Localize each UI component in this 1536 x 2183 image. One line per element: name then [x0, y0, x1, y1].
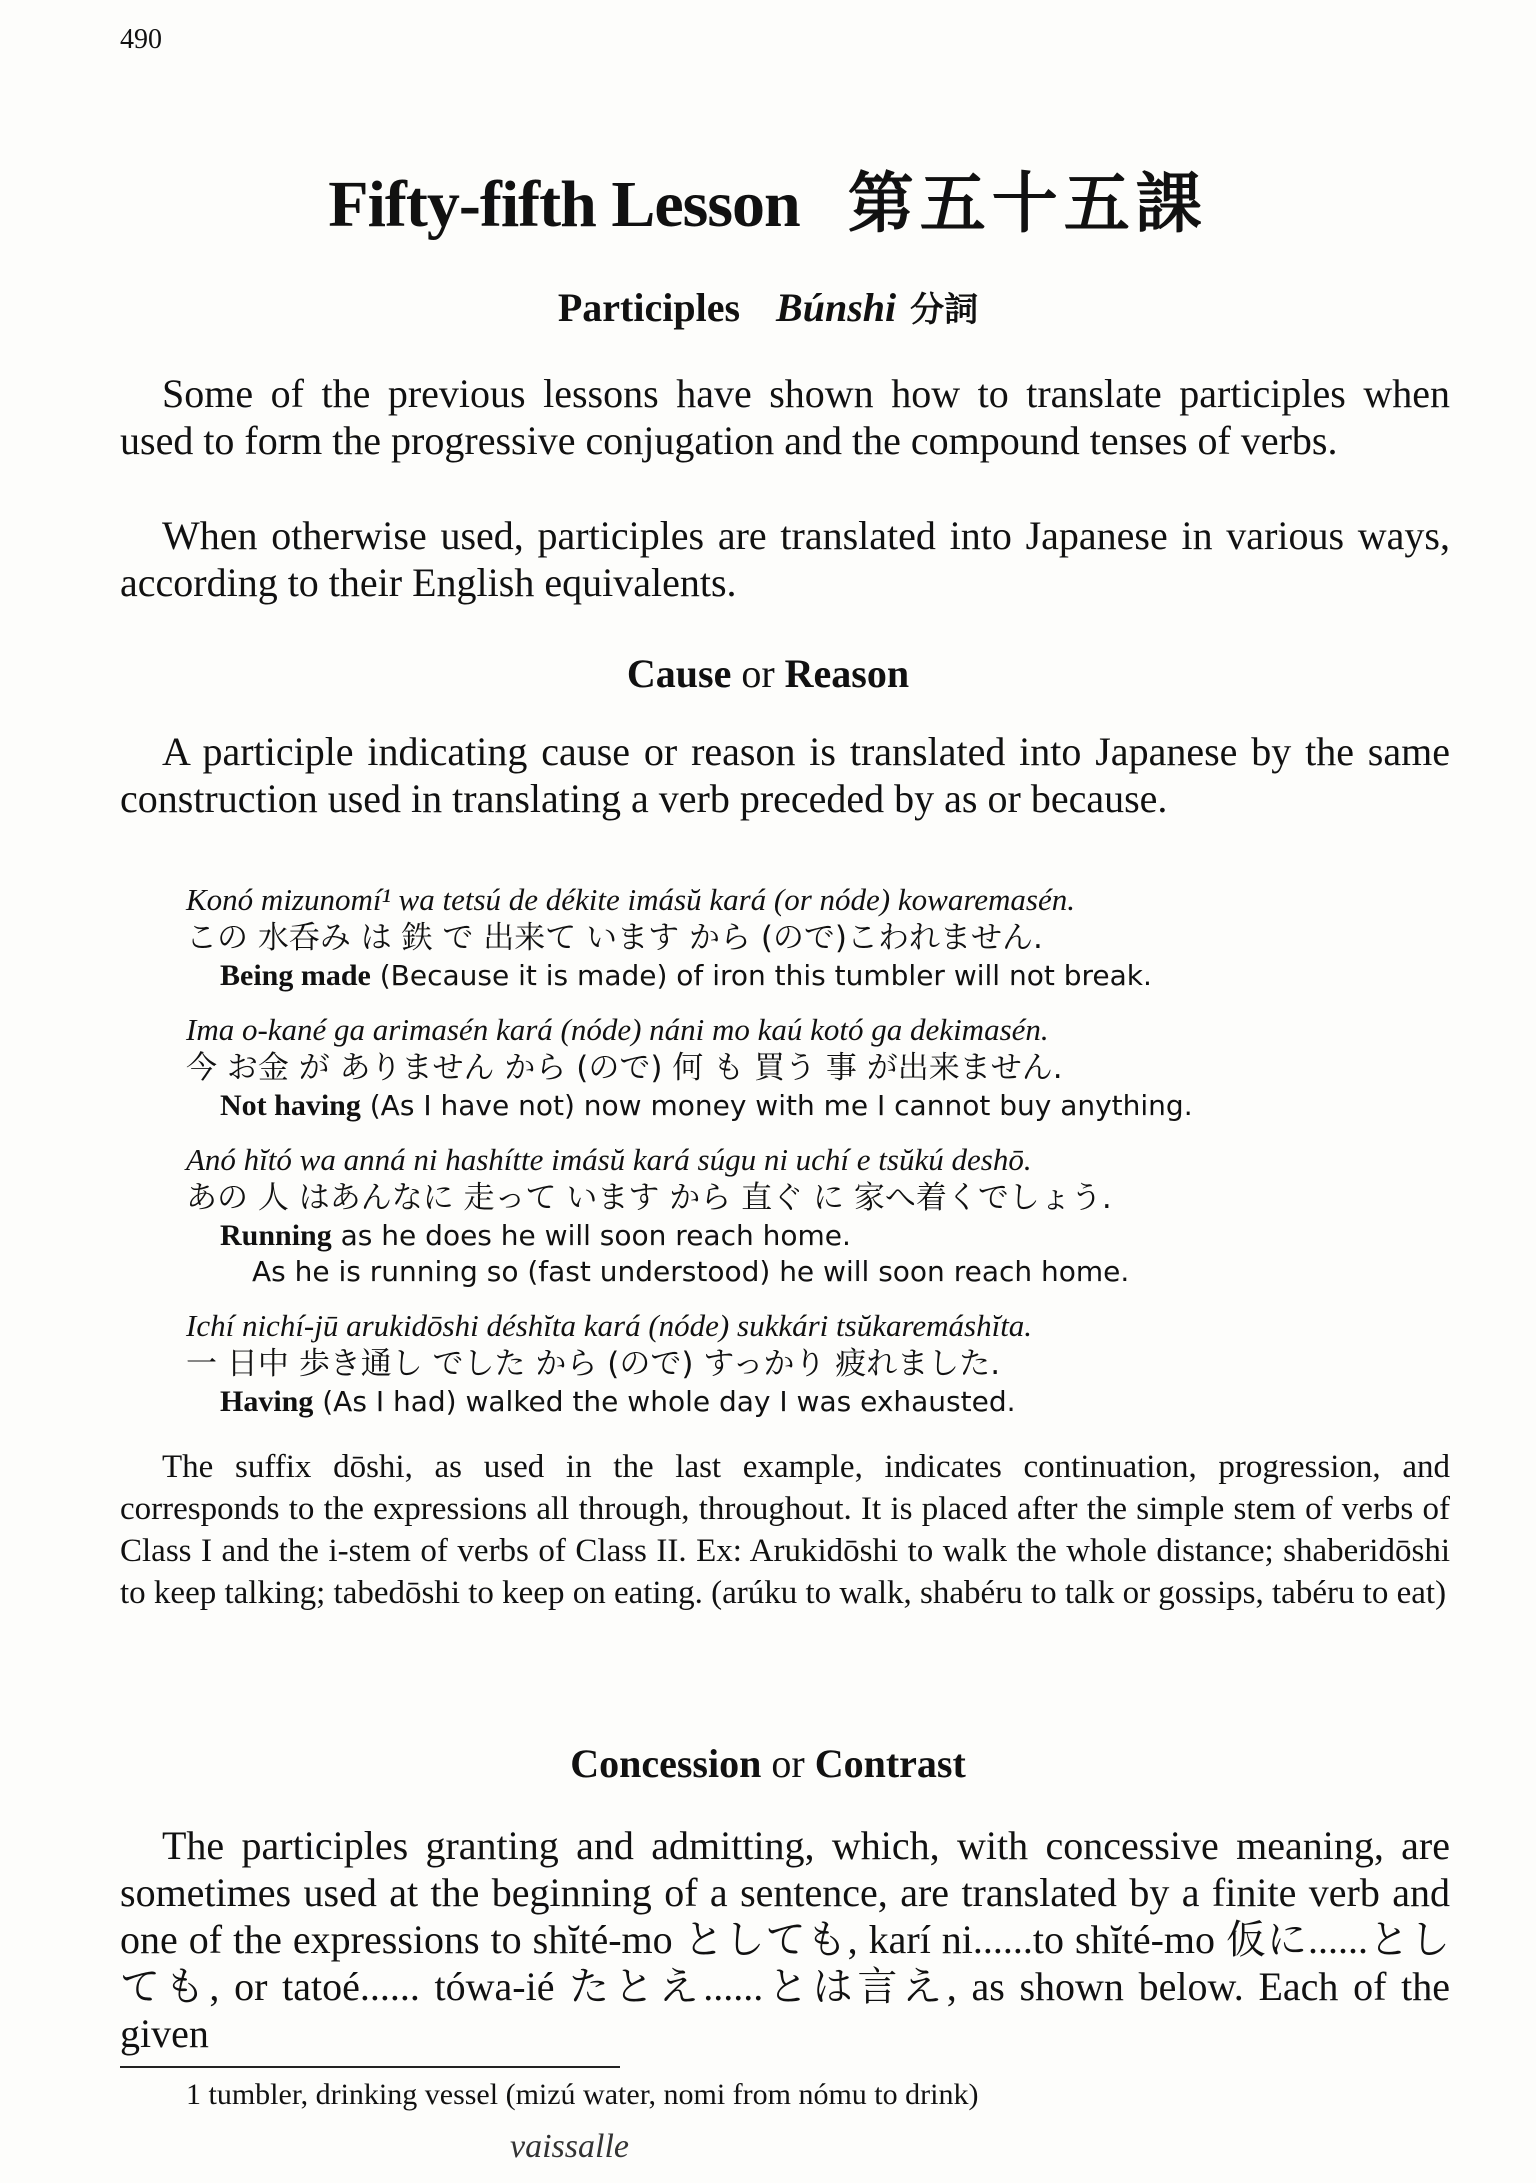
concession-heading-or: or [771, 1741, 805, 1786]
example-2-japanese: 今 お金 が ありません から (ので) 何 も 買う 事 が出来ません. [186, 1050, 1063, 1086]
lesson-title-kanji: 第五十五課 [847, 165, 1208, 242]
example-3-english-bold: Running [220, 1219, 332, 1252]
concession-text: The participles granting and admitting, which, with concessive meaning, are sometimes used at the beginning of a sentence, are translated by a finite verb and one of the expressions to shĭté-mo としても, karí ni......to shĭté-mo 仮に......としても, or tatoé...... tówa-ié たとえ......とは言え, as shown below. Each of the given [120, 1823, 1450, 2056]
handwritten-note: vaissalle [510, 2128, 629, 2165]
example-4-english [220, 1384, 1490, 1420]
example-1-english [220, 958, 1490, 994]
cause-heading-a: Cause [626, 651, 732, 696]
example-3-english [220, 1218, 1490, 1254]
concession-heading-a: Concession [570, 1741, 762, 1786]
concession-paragraph [120, 1822, 1450, 2057]
example-1-japanese: この 水呑み は 鉄 で 出来て います から (ので)こわれません. [186, 920, 1043, 956]
subtitle-kanji: 分詞 [910, 290, 979, 330]
lesson-subtitle [0, 282, 1536, 331]
example-2-romaji: Ima o-kané ga arimasén kará (nóde) náni mo kaú kotó ga dekimasén. [186, 1012, 1049, 1047]
example-4-japanese: 一 日中 歩き通し でした から (ので) すっかり 疲れました. [186, 1346, 1001, 1382]
cause-paragraph [120, 728, 1450, 822]
intro-paragraph-1 [120, 370, 1450, 464]
lesson-title [0, 150, 1536, 245]
example-4-romaji: Ichí nichí-jū arukidōshi déshĭta kará (nóde) sukkári tsŭkaremáshĭta. [186, 1308, 1033, 1343]
cause-heading-or: or [741, 651, 775, 696]
page-number: 490 [120, 24, 162, 55]
footnote: 1 tumbler, drinking vessel (mizú water, nomi from nómu to drink) [186, 2078, 979, 2111]
example-2-english-rest: (As I have not) now money with me I cannot buy anything. [360, 1089, 1193, 1122]
intro-paragraph-2 [120, 512, 1450, 606]
example-4-english-bold: Having [220, 1385, 314, 1418]
subtitle-english: Participles [557, 285, 741, 330]
footnote-rule [120, 2066, 620, 2068]
cause-heading-b: Reason [784, 651, 910, 696]
suffix-paragraph [120, 1446, 1450, 1614]
example-4-english-rest: (As I had) walked the whole day I was exhausted. [313, 1385, 1016, 1418]
subtitle-romaji: Búnshi [776, 285, 897, 330]
example-3-romaji: Anó hĭtó wa anná ni hashítte imásŭ kará súgu ni uchí e tsŭkú deshō. [186, 1142, 1032, 1177]
suffix-text: The suffix dōshi, as used in the last example, indicates continuation, progression, and corresponds to the expressions all through, throughout. It is placed after the simple stem of verbs of Class I and the i-stem of verbs of Class II. Ex: Arukidōshi to walk the whole distance; shaberidōshi to keep talking; tabedōshi to keep on eating. (arúku to walk, shabéru to talk or gossips, tabéru to eat) [120, 1449, 1450, 1611]
lesson-title-english: Fifty-fifth Lesson [328, 168, 800, 241]
example-3-japanese: あの 人 はあんなに 走って います から 直ぐ に 家へ着くでしょう. [186, 1180, 1112, 1216]
example-1-english-rest: (Because it is made) of iron this tumbler will not break. [370, 959, 1152, 992]
example-3-english-line2: As he is running so (fast understood) he will soon reach home. [252, 1255, 1130, 1288]
concession-heading [0, 1740, 1536, 1787]
intro-text-2: When otherwise used, participles are translated into Japanese in various ways, according to their English equivalents. [120, 513, 1450, 605]
example-1-romaji: Konó mizunomí¹ wa tetsú de dékite imásŭ kará (or nóde) kowaremasén. [186, 882, 1075, 917]
cause-text: A participle indicating cause or reason is translated into Japanese by the same construction used in translating a verb preceded by as or because. [120, 729, 1450, 821]
concession-heading-b: Contrast [814, 1741, 966, 1786]
example-3-english-rest: as he does he will soon reach home. [331, 1219, 851, 1252]
cause-heading [0, 650, 1536, 697]
example-2-english-bold: Not having [220, 1089, 361, 1122]
intro-text-1: Some of the previous lessons have shown how to translate participles when used to form the progressive conjugation and the compound tenses of verbs. [120, 371, 1450, 463]
example-1-english-bold: Being made [220, 959, 371, 992]
example-2-english [220, 1088, 1490, 1124]
